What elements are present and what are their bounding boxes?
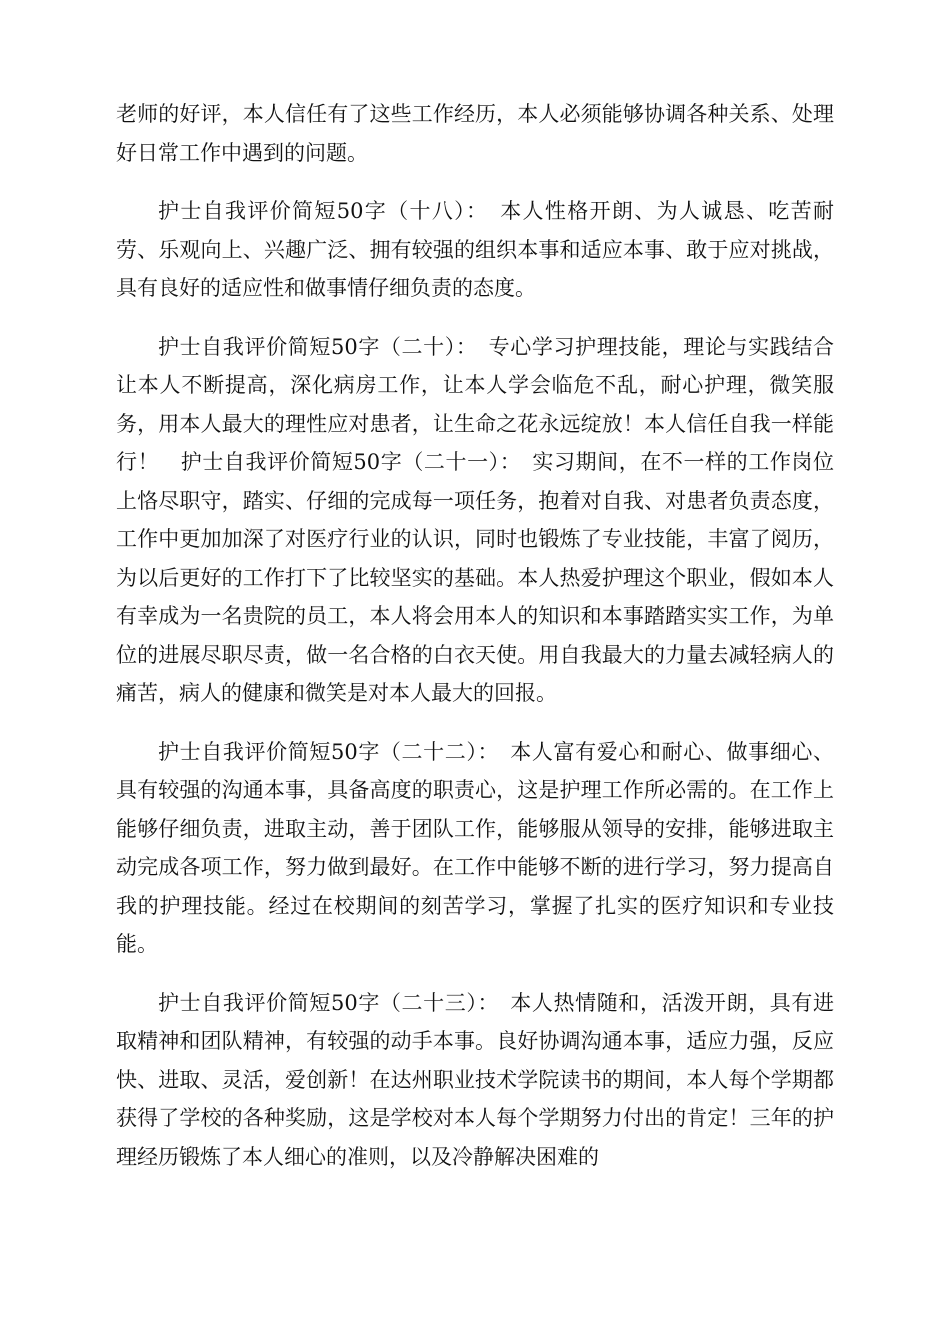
paragraph-4: 护士自我评价简短50字（二十二）： 本人富有爱心和耐心、做事细心、具有较强的沟通本事，具备高度的职责心，这是护理工作所必需的。在工作上能够仔细负责，进取主动，善于团队工作，能够服从领导的安排，能够进取主动完成各项工作，努力做到最好。在工作中能够不断的进行学习，努力提高自我的护理技能。经过在校期间的刻苦学习，掌握了扎实的医疗知识和专业技能。 [116,739,834,956]
paragraph-2: 护士自我评价简短50字（十八）： 本人性格开朗、为人诚恳、吃苦耐劳、乐观向上、兴趣广泛、拥有较强的组织本事和适应本事、敢于应对挑战，具有良好的适应性和做事情仔细负责的态度。 [116,199,834,300]
paragraph-5: 护士自我评价简短50字（二十三）： 本人热情随和，活泼开朗，具有进取精神和团队精神，有较强的动手本事。良好协调沟通本事，适应力强，反应快、进取、灵活，爱创新！在达州职业技术学院读书的期间，本人每个学期都获得了学校的各种奖励，这是学校对本人每个学期努力付出的肯定！三年的护理经历锻炼了本人细心的准则，以及冷静解决困难的 [116,990,834,1169]
paragraph-1: 老师的好评，本人信任有了这些工作经历，本人必须能够协调各种关系、处理好日常工作中遇到的问题。 [116,102,834,165]
paragraph-3: 护士自我评价简短50字（二十）： 专心学习护理技能，理论与实践结合让本人不断提高，深化病房工作，让本人学会临危不乱，耐心护理，微笑服务，用本人最大的理性应对患者，让生命之花永远绽放！本人信任自我一样能行！ 护士自我评价简短50字（二十一）： 实习期间，在不一样的工作岗位上恪尽职守，踏实、仔细的完成每一项任务，抱着对自我、对患者负责态度，工作中更加加深了对医疗行业的认识，同时也锻炼了专业技能，丰富了阅历，为以后更好的工作打下了比较坚实的基础。本人热爱护理这个职业，假如本人有幸成为一名贵院的员工，本人将会用本人的知识和本事踏踏实实工作，为单位的进展尽职尽责，做一名合格的白衣天使。用自我最大的力量去减轻病人的痛苦，病人的健康和微笑是对本人最大的回报。 [116,334,834,705]
document-body [116,95,834,1196]
